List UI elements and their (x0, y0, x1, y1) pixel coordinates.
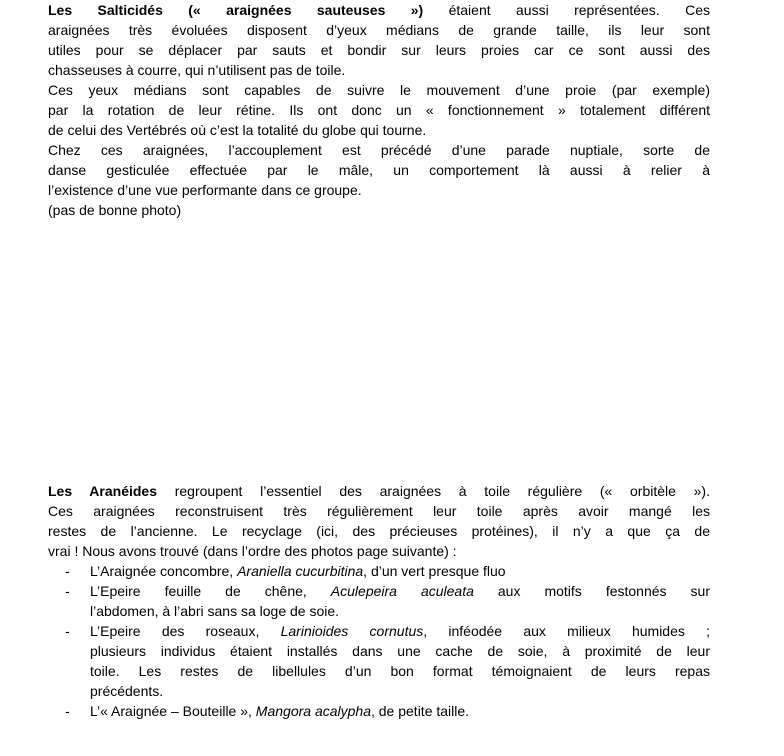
text-line (90, 601, 710, 621)
text-run: danse gesticulée effectuée par le mâle, un comportement là aussi à relier à (48, 162, 710, 178)
list-item (48, 581, 710, 621)
list-bullet-dash: - (65, 703, 70, 719)
text-run: L’« Araignée – Bouteille », (90, 703, 256, 719)
text-run: chasseuses à courre, qui n’utilisent pas de toile. (48, 62, 346, 78)
text-run: regroupent l’essentiel des araignées à toile régulière (« orbitèle »). (157, 483, 710, 499)
text-run: , de petite taille. (370, 703, 470, 719)
list-bullet-dash: - (65, 623, 70, 639)
araneides-intro-paragraph (48, 481, 710, 561)
list-item (48, 561, 710, 581)
text-run: de celui des Vertébrés où c’est la totalité du globe qui tourne. (48, 122, 427, 138)
text-run: étaient aussi représentées. Ces (423, 2, 710, 18)
paragraph (48, 200, 710, 220)
araneides-species-list (48, 561, 710, 721)
text-line (48, 200, 710, 220)
text-line (90, 621, 710, 641)
list-bullet-dash: - (65, 583, 70, 599)
bold-text-run: Les Aranéides (48, 483, 158, 499)
text-line (48, 481, 710, 501)
text-line (90, 561, 710, 581)
text-run: restes de l’ancienne. Le recyclage (ici, des précieuses protéines), il n’y a que ça de (48, 523, 710, 539)
italic-text-run: Aculepeira aculeata (330, 583, 474, 599)
text-line (48, 60, 710, 80)
text-run: L’Epeire feuille de chêne, (90, 583, 331, 599)
text-run: utiles pour se déplacer par sauts et bondir sur leurs proies car ce sont aussi des (48, 42, 710, 58)
paragraph (48, 80, 710, 140)
text-run: araignées très évoluées disposent d’yeux médians de grande taille, ils leur sont (48, 22, 710, 38)
text-line (48, 140, 710, 160)
text-line (48, 80, 710, 100)
italic-text-run: Larinioides cornutus (280, 623, 424, 639)
text-run: toile. Les restes de libellules d’un bon format témoignaient de leurs repas (90, 663, 710, 679)
paragraph (48, 0, 710, 80)
text-run: aux motifs festonnés sur (473, 583, 710, 599)
text-run: (pas de bonne photo) (48, 202, 182, 218)
list-item (48, 701, 710, 721)
text-line (48, 100, 710, 120)
text-line (90, 661, 710, 681)
italic-text-run: Mangora acalypha (255, 703, 371, 719)
text-run: L’Epeire des roseaux, (90, 623, 281, 639)
text-line (90, 701, 710, 721)
text-line (48, 180, 710, 200)
text-run: , inféodée aux milieux humides ; (423, 623, 711, 639)
text-line (48, 521, 710, 541)
salticides-section (48, 0, 710, 220)
text-run: vrai ! Nous avons trouvé (dans l’ordre des photos page suivante) : (48, 543, 457, 559)
italic-text-run: Araniella cucurbitina (237, 563, 364, 579)
text-line (48, 20, 710, 40)
text-run: par la rotation de leur rétine. Ils ont donc un « fonctionnement » totalement différent (48, 102, 710, 118)
text-line (48, 120, 710, 140)
text-run: , d’un vert presque fluo (363, 563, 506, 579)
text-run: L’Araignée concombre, (90, 563, 238, 579)
text-run: précédents. (90, 683, 164, 699)
text-line (90, 681, 710, 701)
text-run: plusieurs individus étaient installés dans une cache de soie, à proximité de leur (90, 643, 710, 659)
list-item (48, 621, 710, 701)
text-run: Chez ces araignées, l’accouplement est précédé d’une parade nuptiale, sorte de (48, 142, 710, 158)
text-line (48, 501, 710, 521)
text-line (48, 160, 710, 180)
text-line (48, 541, 710, 561)
paragraph (48, 140, 710, 200)
text-run: l’abdomen, à l’abri sans sa loge de soie. (90, 603, 340, 619)
text-line (48, 40, 710, 60)
text-line (48, 0, 710, 20)
bold-text-run: Les Salticidés (« araignées sauteuses ») (48, 2, 424, 18)
araneides-section (48, 481, 710, 721)
text-run: Ces yeux médians sont capables de suivre le mouvement d’une proie (par exemple) (48, 82, 710, 98)
text-run: Ces araignées reconstruisent très régulièrement leur toile après avoir mangé les (48, 503, 710, 519)
text-line (90, 641, 710, 661)
list-bullet-dash: - (65, 563, 70, 579)
text-run: l’existence d’une vue performante dans ce groupe. (48, 182, 362, 198)
text-line (90, 581, 710, 601)
